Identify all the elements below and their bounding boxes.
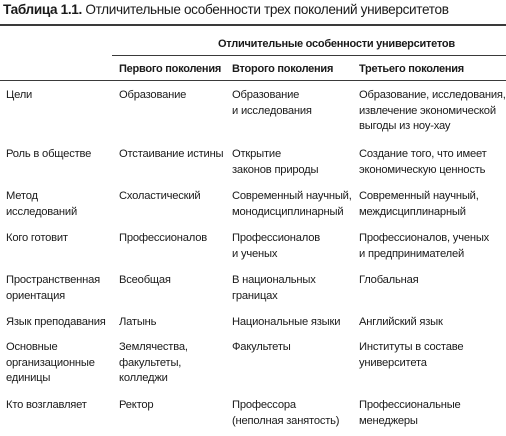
table-caption-number: Таблица 1.1. — [3, 2, 82, 17]
cell-second: В национальных границах — [232, 274, 316, 302]
cell-second: Профессионалов и ученых — [232, 232, 320, 260]
group-header-rule — [112, 55, 506, 56]
cell-first: Латынь — [119, 316, 157, 328]
row-label: Цели — [6, 89, 33, 101]
row-label: Язык преподавания — [6, 316, 106, 328]
cell-third: Институты в составе университета — [359, 341, 464, 369]
cell-third: Профессиональные менеджеры — [359, 399, 461, 427]
group-header: Отличительные особенности университетов — [218, 38, 455, 50]
cell-first: Схоластический — [119, 190, 201, 202]
cell-first: Отстаивание истины — [119, 148, 224, 160]
cell-third: Английский язык — [359, 316, 443, 328]
cell-third: Глобальная — [359, 274, 419, 286]
cell-second: Профессора (неполная занятость) — [232, 399, 340, 427]
cell-second: Современный научный, монодисциплинарный — [232, 190, 352, 218]
table-caption — [3, 1, 449, 18]
table-caption-text: Отличительные особенности трех поколений университетов — [85, 2, 449, 17]
cell-third: Создание того, что имеет экономическую ценность — [359, 148, 487, 176]
column-header-third: Третьего поколения — [359, 63, 464, 75]
cell-third: Профессионалов, ученых и предпринимателей — [359, 232, 490, 260]
cell-first: Образование — [119, 89, 187, 101]
row-label: Кто возглавляет — [6, 399, 87, 411]
cell-first: Всеобщая — [119, 274, 171, 286]
cell-second: Национальные языки — [232, 316, 341, 328]
row-label: Метод исследований — [6, 190, 78, 218]
row-label: Кого готовит — [6, 232, 68, 244]
table-top-rule — [0, 24, 506, 26]
column-header-second: Второго поколения — [232, 63, 334, 75]
column-header-first: Первого поколения — [119, 63, 221, 75]
row-label: Основные организационные единицы — [6, 341, 95, 385]
cell-third: Образование, исследования, извлечение экономической выгоды из ноу-хау — [359, 89, 506, 133]
cell-second: Образование и исследования — [232, 89, 312, 117]
cell-second: Открытие законов природы — [232, 148, 319, 176]
row-label: Пространственная ориентация — [6, 274, 101, 302]
header-bottom-rule — [0, 80, 506, 81]
cell-third: Современный научный, междисциплинарный — [359, 190, 479, 218]
cell-first: Землячества, факультеты, колледжи — [119, 341, 188, 385]
cell-first: Ректор — [119, 399, 154, 411]
cell-first: Профессионалов — [119, 232, 207, 244]
cell-second: Факультеты — [232, 341, 291, 353]
row-label: Роль в обществе — [6, 148, 92, 160]
